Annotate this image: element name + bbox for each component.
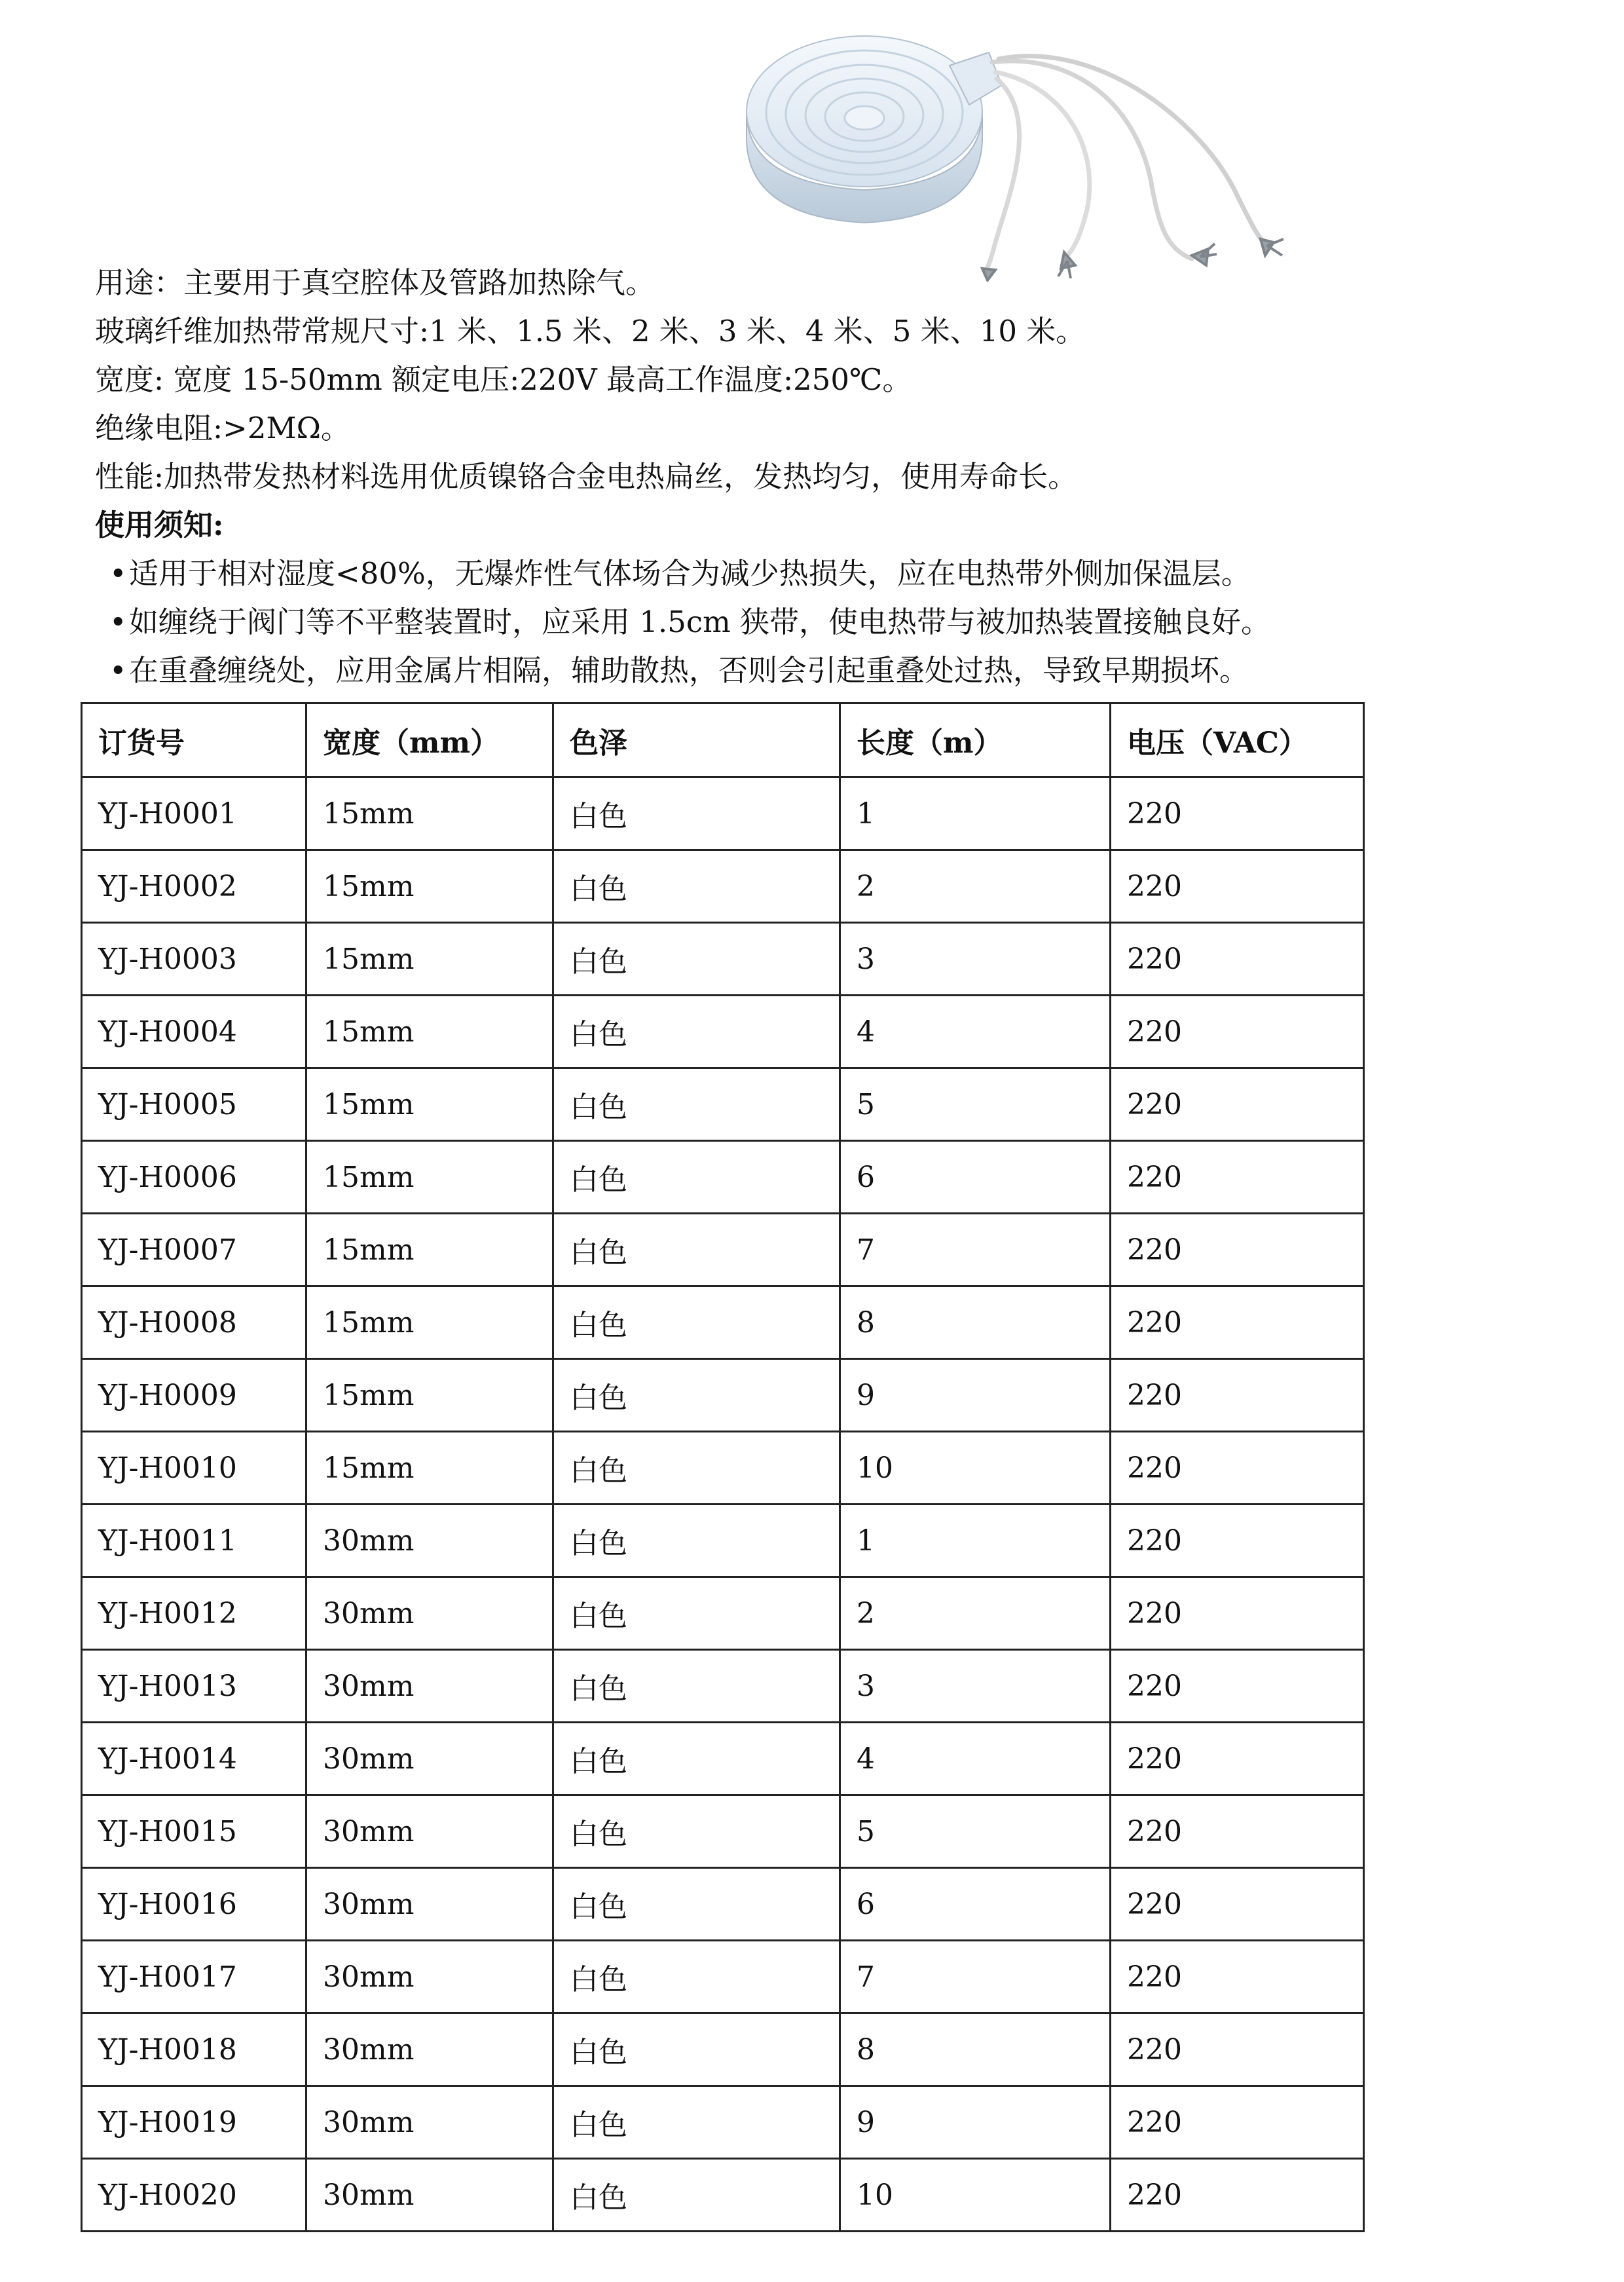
length-cell: 6 <box>840 1141 1111 1214</box>
color-cell: 白色 <box>553 1723 840 1795</box>
table-row <box>82 2159 1364 2232</box>
color-cell: 白色 <box>553 777 840 850</box>
voltage-cell: 220 <box>1111 2159 1364 2232</box>
length-cell: 9 <box>840 2086 1111 2159</box>
width-cell: 30mm <box>306 2159 553 2232</box>
voltage-cell: 220 <box>1111 1432 1364 1505</box>
voltage-cell: 220 <box>1111 1214 1364 1286</box>
header-color: 色泽 <box>553 703 840 777</box>
heating-tape-photo <box>733 26 1323 282</box>
purpose-line: 用途：主要用于真空腔体及管路加热除气。 <box>95 265 655 300</box>
voltage-cell: 220 <box>1111 1286 1364 1359</box>
table-row <box>82 1359 1364 1432</box>
length-cell: 8 <box>840 1286 1111 1359</box>
width-cell: 15mm <box>306 850 553 923</box>
bullet-icon: • <box>109 556 127 591</box>
color-cell: 白色 <box>553 923 840 996</box>
table-row <box>82 1868 1364 1941</box>
length-cell: 2 <box>840 850 1111 923</box>
order-no-cell: YJ-H0015 <box>82 1795 306 1868</box>
order-no-cell: YJ-H0009 <box>82 1359 306 1432</box>
width-cell: 15mm <box>306 1068 553 1141</box>
notice-item <box>95 646 1405 695</box>
color-cell: 白色 <box>553 1795 840 1868</box>
notice-title: 使用须知: <box>95 508 224 542</box>
color-cell: 白色 <box>553 1868 840 1941</box>
length-cell: 10 <box>840 2159 1111 2232</box>
color-cell: 白色 <box>553 1432 840 1505</box>
table-row <box>82 850 1364 923</box>
width-cell: 15mm <box>306 996 553 1068</box>
width-cell: 15mm <box>306 1141 553 1214</box>
color-cell: 白色 <box>553 1505 840 1577</box>
table-row <box>82 996 1364 1068</box>
voltage-cell: 220 <box>1111 2013 1364 2086</box>
color-cell: 白色 <box>553 1577 840 1650</box>
notice-text: 在重叠缠绕处，应用金属片相隔，辅助散热，否则会引起重叠处过热，导致早期损坏。 <box>129 653 1249 688</box>
length-cell: 4 <box>840 996 1111 1068</box>
spec-table <box>81 702 1365 2232</box>
voltage-cell: 220 <box>1111 1723 1364 1795</box>
sizes-line: 玻璃纤维加热带常规尺寸:1 米、1.5 米、2 米、3 米、4 米、5 米、10 米。 <box>95 314 1086 348</box>
bullet-icon: • <box>109 653 127 688</box>
length-cell: 3 <box>840 923 1111 996</box>
length-cell: 7 <box>840 1941 1111 2013</box>
voltage-cell: 220 <box>1111 1141 1364 1214</box>
order-no-cell: YJ-H0010 <box>82 1432 306 1505</box>
table-row <box>82 1941 1364 2013</box>
width-cell: 30mm <box>306 1795 553 1868</box>
width-cell: 30mm <box>306 1723 553 1795</box>
length-cell: 5 <box>840 1795 1111 1868</box>
table-row <box>82 923 1364 996</box>
color-cell: 白色 <box>553 2159 840 2232</box>
voltage-cell: 220 <box>1111 1359 1364 1432</box>
header-width: 宽度（mm） <box>306 703 553 777</box>
width-cell: 30mm <box>306 1868 553 1941</box>
notice-item <box>95 598 1405 646</box>
width-cell: 15mm <box>306 923 553 996</box>
table-row <box>82 1068 1364 1141</box>
color-cell: 白色 <box>553 1359 840 1432</box>
length-cell: 3 <box>840 1650 1111 1723</box>
table-row <box>82 1286 1364 1359</box>
table-row <box>82 1723 1364 1795</box>
order-no-cell: YJ-H0001 <box>82 777 306 850</box>
table-row <box>82 2086 1364 2159</box>
width-cell: 30mm <box>306 1941 553 2013</box>
width-cell: 30mm <box>306 1577 553 1650</box>
order-no-cell: YJ-H0020 <box>82 2159 306 2232</box>
order-no-cell: YJ-H0019 <box>82 2086 306 2159</box>
order-no-cell: YJ-H0012 <box>82 1577 306 1650</box>
color-cell: 白色 <box>553 1286 840 1359</box>
order-no-cell: YJ-H0018 <box>82 2013 306 2086</box>
header-voltage: 电压（VAC） <box>1111 703 1364 777</box>
length-cell: 9 <box>840 1359 1111 1432</box>
table-row <box>82 1505 1364 1577</box>
color-cell: 白色 <box>553 2013 840 2086</box>
order-no-cell: YJ-H0004 <box>82 996 306 1068</box>
length-cell: 4 <box>840 1723 1111 1795</box>
order-no-cell: YJ-H0017 <box>82 1941 306 2013</box>
voltage-cell: 220 <box>1111 996 1364 1068</box>
insulation-line: 绝缘电阻:>2MΩ。 <box>95 411 350 445</box>
length-cell: 1 <box>840 1505 1111 1577</box>
table-row <box>82 1432 1364 1505</box>
color-cell: 白色 <box>553 1141 840 1214</box>
width-voltage-line: 宽度: 宽度 15-50mm 额定电压:220V 最高工作温度:250℃。 <box>95 362 912 397</box>
voltage-cell: 220 <box>1111 1505 1364 1577</box>
order-no-cell: YJ-H0011 <box>82 1505 306 1577</box>
width-cell: 30mm <box>306 1650 553 1723</box>
width-cell: 30mm <box>306 1505 553 1577</box>
table-header-row <box>82 703 1364 777</box>
order-no-cell: YJ-H0003 <box>82 923 306 996</box>
width-cell: 15mm <box>306 1359 553 1432</box>
width-cell: 15mm <box>306 777 553 850</box>
notice-text: 适用于相对湿度<80%，无爆炸性气体场合为减少热损失，应在电热带外侧加保温层。 <box>129 556 1251 591</box>
width-cell: 30mm <box>306 2013 553 2086</box>
width-cell: 15mm <box>306 1214 553 1286</box>
color-cell: 白色 <box>553 1650 840 1723</box>
color-cell: 白色 <box>553 850 840 923</box>
order-no-cell: YJ-H0007 <box>82 1214 306 1286</box>
order-no-cell: YJ-H0002 <box>82 850 306 923</box>
order-no-cell: YJ-H0005 <box>82 1068 306 1141</box>
length-cell: 7 <box>840 1214 1111 1286</box>
color-cell: 白色 <box>553 1214 840 1286</box>
voltage-cell: 220 <box>1111 1068 1364 1141</box>
table-row <box>82 1795 1364 1868</box>
order-no-cell: YJ-H0014 <box>82 1723 306 1795</box>
table-row <box>82 1214 1364 1286</box>
header-order-no: 订货号 <box>82 703 306 777</box>
order-no-cell: YJ-H0016 <box>82 1868 306 1941</box>
bullet-icon: • <box>109 605 127 639</box>
table-row <box>82 1577 1364 1650</box>
width-cell: 15mm <box>306 1286 553 1359</box>
voltage-cell: 220 <box>1111 777 1364 850</box>
table-row <box>82 1650 1364 1723</box>
description-block <box>95 259 1405 695</box>
voltage-cell: 220 <box>1111 1650 1364 1723</box>
width-cell: 15mm <box>306 1432 553 1505</box>
voltage-cell: 220 <box>1111 1795 1364 1868</box>
color-cell: 白色 <box>553 2086 840 2159</box>
performance-line: 性能:加热带发热材料选用优质镍铬合金电热扁丝，发热均匀，使用寿命长。 <box>95 459 1078 494</box>
table-row <box>82 777 1364 850</box>
voltage-cell: 220 <box>1111 1577 1364 1650</box>
voltage-cell: 220 <box>1111 1868 1364 1941</box>
length-cell: 1 <box>840 777 1111 850</box>
length-cell: 2 <box>840 1577 1111 1650</box>
table-row <box>82 1141 1364 1214</box>
length-cell: 5 <box>840 1068 1111 1141</box>
voltage-cell: 220 <box>1111 923 1364 996</box>
order-no-cell: YJ-H0006 <box>82 1141 306 1214</box>
length-cell: 8 <box>840 2013 1111 2086</box>
table-row <box>82 2013 1364 2086</box>
length-cell: 10 <box>840 1432 1111 1505</box>
length-cell: 6 <box>840 1868 1111 1941</box>
table-body <box>82 777 1364 2232</box>
voltage-cell: 220 <box>1111 1941 1364 2013</box>
voltage-cell: 220 <box>1111 850 1364 923</box>
width-cell: 30mm <box>306 2086 553 2159</box>
header-length: 长度（m） <box>840 703 1111 777</box>
order-no-cell: YJ-H0008 <box>82 1286 306 1359</box>
color-cell: 白色 <box>553 1068 840 1141</box>
color-cell: 白色 <box>553 1941 840 2013</box>
notice-item <box>95 550 1405 598</box>
color-cell: 白色 <box>553 996 840 1068</box>
voltage-cell: 220 <box>1111 2086 1364 2159</box>
order-no-cell: YJ-H0013 <box>82 1650 306 1723</box>
notice-text: 如缠绕于阀门等不平整装置时，应采用 1.5cm 狭带，使电热带与被加热装置接触良好。 <box>129 605 1271 639</box>
